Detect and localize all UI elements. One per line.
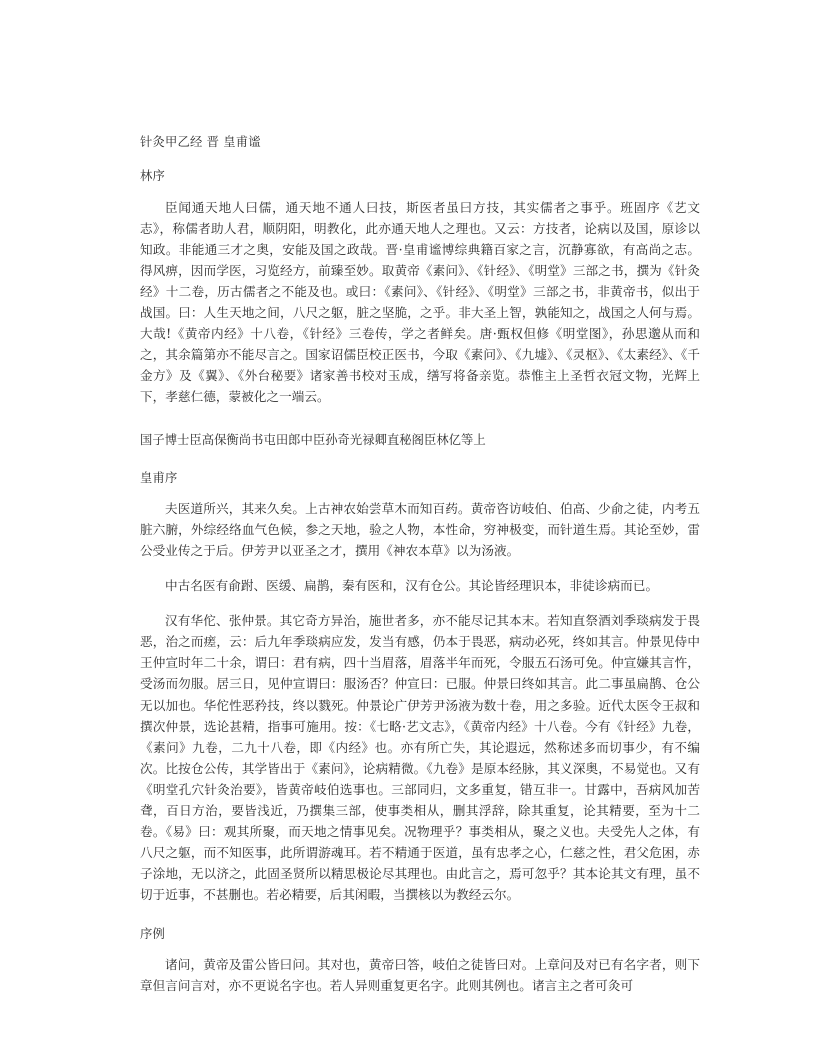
paragraph-huangfu-xu-2: 中古名医有俞跗、医缓、扁鹊，秦有医和，汉有仓公。其论皆经理识本，非徒诊病而已。 xyxy=(165,578,659,594)
section-heading-xu-li: 序例 xyxy=(140,926,165,941)
paragraph-lin-xu-1: 臣闻通天地人曰儒，通天地不通人曰技，斯医者虽曰方技，其实儒者之事乎。班固序《艺文志》，称儒者助人君，顺阴阳，明教化，此亦通天地人之理也。又云：方技者，论病以及国，原诊以知政。非能通三才之奥，安能及国之政哉。晋·皇甫谧博综典籍百家之言，沉静寡欲，有高尚之志。得风痹，因而学医，习览经方，前臻至妙。取黄帝《素问》、《针经》、《明堂》三部之书，撰为《针灸经》十二卷，历古儒者之不能及也。或曰：《素问》、《针经》、《明堂》三部之书，非黄帝书，似出于战国。曰：人生天地之间，八尺之躯，脏之坚脆，之乎。非大圣上智，孰能知之，战国之人何与焉。大哉!《黄帝内经》十八卷，《针经》三卷传，学之者鲜矣。唐·甄权但修《明堂图》，孙思邈从而和之，其余篇第亦不能尽言之。国家诏儒臣校正医书，今取《素问》、《九墟》、《灵枢》、《太素经》、《千金方》及《翼》、《外台秘要》诸家善书校对玉成，缮写将备亲览。恭惟主上圣哲衣冠文物，光辉上下，孝慈仁德，蒙被化之一端云。 xyxy=(140,199,700,405)
paragraph-xu-li-1: 诸问，黄帝及雷公皆曰问。其对也，黄帝曰答，岐伯之徒皆曰对。上章问及对已有名字者，则下章但言问言对，亦不更说名字也。若人异则重复更名字。此则其例也。诸言主之者可灸可 xyxy=(140,956,700,993)
document-body xyxy=(140,130,700,996)
attribution-lin-xu: 国子博士臣高保衡尚书屯田郎中臣孙奇光禄卿直秘阁臣林亿等上 xyxy=(140,432,486,447)
section-heading-lin-xu: 林序 xyxy=(140,169,165,184)
paragraph-huangfu-xu-1: 夫医道所兴，其来久矣。上古神农始尝草木而知百药。黄帝咨访岐伯、伯高、少俞之徒，内考五脏六腑，外综经络血气色候，参之天地，验之人物，本性命，穷神极变，而针道生焉。其论至妙，雷公受业传之于后。伊芳尹以亚圣之才，撰用《神农本草》以为汤液。 xyxy=(140,500,700,559)
section-heading-huangfu-xu: 皇甫序 xyxy=(140,470,178,485)
document-title: 针灸甲乙经 晋 皇甫谧 xyxy=(140,135,261,149)
paragraph-huangfu-xu-3: 汉有华佗、张仲景。其它奇方异治，施世者多，亦不能尽记其本末。若知直祭酒刘季琰病发于畏恶，治之而瘥，云：后九年季琰病应发，发当有感，仍本于畏恶，病动必死，终如其言。仲景见侍中王仲宣时年二十余，谓曰：君有病，四十当眉落，眉落半年而死，令服五石汤可免。仲宣嫌其言忤，受汤而勿服。居三日，见仲宣谓曰：服汤否？仲宣曰：已服。仲景曰终如其言。此二事虽扁鹊、仓公无以加也。华佗性恶矜技，终以戮死。仲景论广伊芳尹汤液为数十卷，用之多验。近代太医令王叔和撰次仲景，选论甚精，指事可施用。按：《七略·艺文志》，《黄帝内经》十八卷。今有《针经》九卷，《素问》九卷，二九十八卷，即《内经》也。亦有所亡失，其论遐远，然称述多而切事少，有不编次。比按仓公传，其学皆出于《素问》，论病精微。《九卷》是原本经脉，其义深奥，不易觉也。又有《明堂孔穴针灸治要》，皆黄帝岐伯选事也。三部同归，文多重复，错互非一。甘露中，吾病风加苦聋，百日方治，要皆浅近，乃撰集三部，使事类相从，删其浮辞，除其重复，论其精要，至为十二卷。《易》曰：观其所聚，而天地之情事见矣。况物理乎？事类相从，聚之义也。夫受先人之体，有八尺之躯，而不知医事，此所谓游魂耳。若不精通于医道，虽有忠孝之心，仁慈之性，君父危困，赤子涂地，无以济之，此固圣贤所以精思极论尽其理也。由此言之，焉可忽乎？其本论其文有理，虽不切于近事，不甚删也。若必精要，后其闲暇，当撰核以为教经云尔。 xyxy=(140,613,700,903)
